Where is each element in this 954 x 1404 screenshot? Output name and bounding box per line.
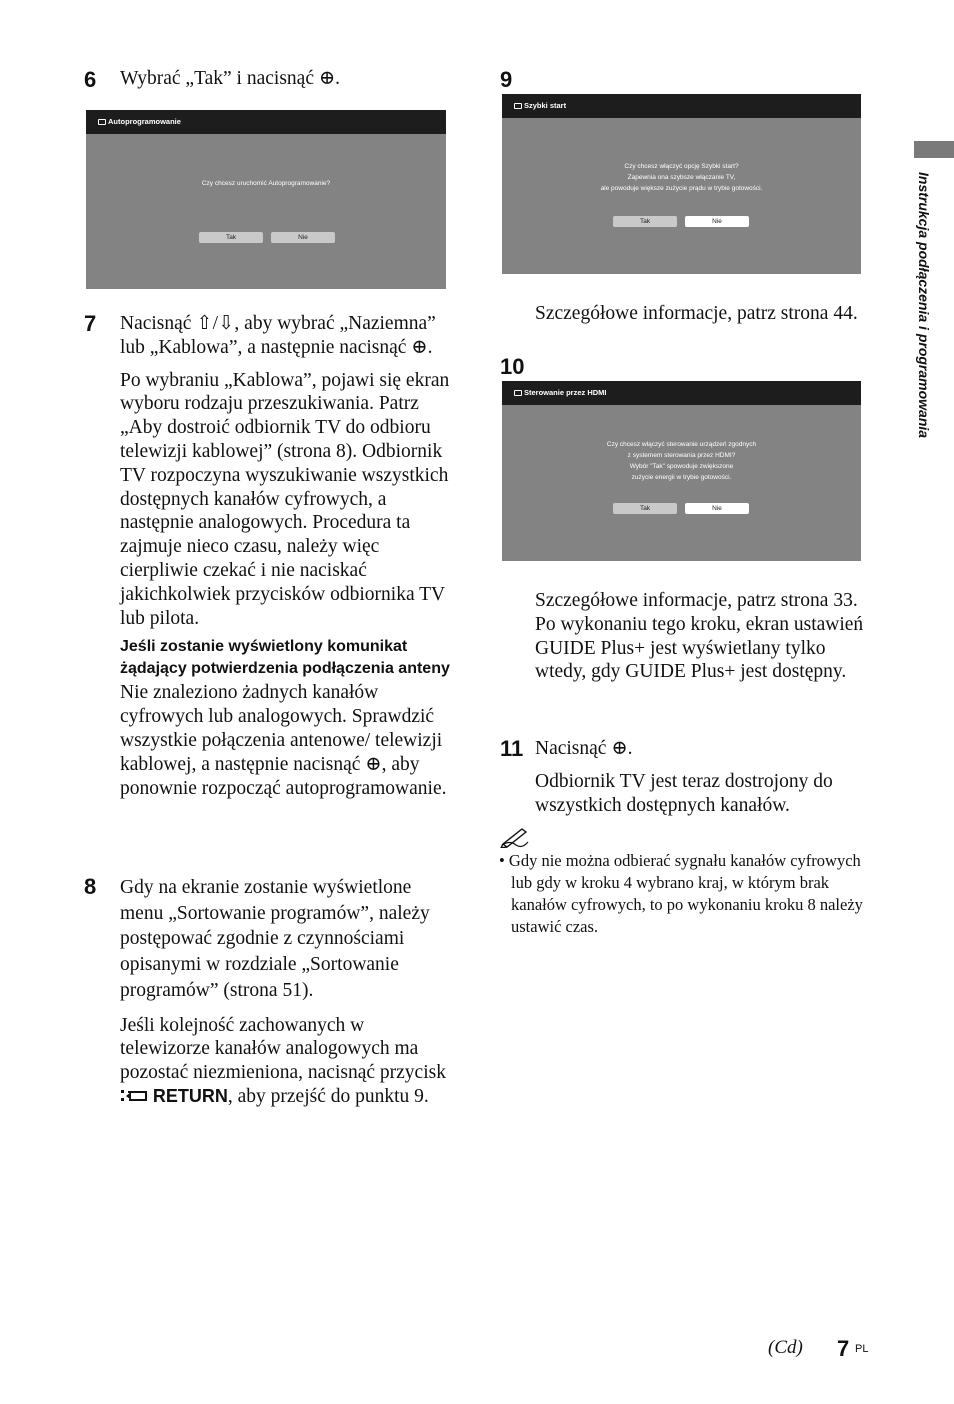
screen-message-line: ale powoduje większe zużycie prądu w trybie gotowości.	[600, 185, 763, 192]
yes-button[interactable]: Tak	[613, 216, 677, 227]
screen-title: Sterowanie przez HDMI	[524, 388, 607, 397]
yes-button[interactable]: Tak	[199, 232, 263, 243]
screen-title-bar	[502, 94, 861, 118]
language-code: PL	[855, 1343, 869, 1355]
screen-message-line: Zapewnia ona szybsze włączanie TV,	[627, 174, 736, 181]
page-number: 7	[837, 1336, 850, 1361]
no-button[interactable]: Nie	[271, 232, 335, 243]
screen-title: Szybki start	[524, 101, 567, 110]
step-number-8: 8	[84, 874, 97, 899]
step-number-7: 7	[84, 311, 97, 336]
yes-button[interactable]: Tak	[613, 503, 677, 514]
step7-detail: Po wybraniu „Kablowa”, pojawi się ekran wyboru rodzaju przeszukiwania. Patrz „Aby dostroić odbiornik TV do odbioru telewizji kablowej” (strona 8). Odbiornik TV rozpoczyna wyszukiwanie wszystkich dostępnych kanałów cyfrowych, a następnie analogowych. Procedura ta zajmuje nieco czasu, należy więc cierpliwie czekać i nie naciskać jakichkolwiek przycisków odbiornika TV lub pilota.	[120, 369, 450, 629]
tv-icon	[514, 103, 522, 109]
screen-sterowanie-hdmi	[502, 381, 861, 561]
step8-detail	[120, 1014, 455, 1109]
tv-icon	[514, 390, 522, 396]
step-number-10: 10	[500, 354, 525, 379]
step9-info: Szczegółowe informacje, patrz strona 44.	[535, 303, 858, 324]
step10-detail: Po wykonaniu tego kroku, ekran ustawień GUIDE Plus+ jest wyświetlany tylko wtedy, gdy GUIDE Plus+ jest dostępny.	[535, 613, 864, 683]
screen-message	[502, 439, 861, 483]
section-side-title	[900, 172, 950, 512]
step7-subtext: Nie znaleziono żadnych kanałów cyfrowych lub analogowych. Sprawdzić wszystkie połączenia antenowe/ telewizji kablowej, a następnie nacisnąć ⊕, aby ponownie rozpocząć autoprogramowanie.	[120, 682, 447, 799]
return-label: RETURN	[152, 1085, 228, 1106]
note-bullet: • Gdy nie można odbierać sygnału kanałów cyfrowych lub gdy w kroku 4 wybrano kraj, w którym brak kanałów cyfrowych, to po wykonaniu kroku 8 należy ustawić czas.	[499, 851, 863, 936]
section-tab-marker	[914, 141, 954, 158]
screen-title: Autoprogramowanie	[108, 117, 181, 126]
screen-message-line: Czy chcesz włączyć sterowanie urządzeń zgodnych	[606, 441, 757, 448]
step-number-9: 9	[500, 67, 513, 92]
screen-message	[502, 161, 861, 194]
step-number-11: 11	[500, 736, 524, 761]
step7-subheading: Jeśli zostanie wyświetlony komunikat żądający potwierdzenia podłączenia anteny	[120, 638, 450, 678]
screen-message-line: Wybór "Tak" spowoduje zwiększone	[629, 463, 734, 470]
section-side-title-text: Instrukcja podłączenia i programowania	[916, 172, 932, 439]
return-icon	[120, 1086, 148, 1107]
screen-message-line: Czy chcesz włączyć opcję Szybki start?	[624, 163, 739, 170]
pencil-note-icon	[500, 826, 530, 848]
screen-autoprogramowanie	[86, 110, 446, 289]
screen-message-line: Czy chcesz uruchomić Autoprogramowanie?	[201, 180, 331, 187]
step8-detail-before: Jeśli kolejność zachowanych w telewizorze kanałów analogowych ma pozostać niezmieniona, nacisnąć przycisk	[120, 1014, 446, 1084]
step7-text: Nacisnąć ⇧/⇩, aby wybrać „Naziemna” lub „Kablowa”, a następnie nacisnąć ⊕.	[120, 313, 436, 358]
note-bullet-text: Gdy nie można odbierać sygnału kanałów cyfrowych lub gdy w kroku 4 wybrano kraj, w którym brak kanałów cyfrowych, to po wykonaniu kroku 8 należy ustawić czas.	[508, 851, 863, 936]
step10-info: Szczegółowe informacje, patrz strona 33.	[535, 590, 858, 611]
no-button[interactable]: Nie	[685, 503, 749, 514]
screen-szybki-start	[502, 94, 861, 274]
step11-detail: Odbiornik TV jest teraz dostrojony do wszystkich dostępnych kanałów.	[535, 770, 833, 816]
screen-message-line: zużycie energii w trybie gotowości.	[631, 474, 732, 481]
step11-text: Nacisnąć ⊕.	[535, 738, 633, 759]
screen-title-bar	[86, 110, 446, 134]
tv-icon	[98, 119, 106, 125]
step-number-6: 6	[84, 67, 97, 92]
screen-title-bar	[502, 381, 861, 405]
continued-marker: (Cd)	[768, 1337, 803, 1358]
step8-detail-after: , aby przejść do punktu 9.	[227, 1085, 429, 1107]
screen-message	[86, 178, 446, 189]
step8-text: Gdy na ekranie zostanie wyświetlone menu „Sortowanie programów”, należy postępować zgodnie z czynnościami opisanymi w rozdziale „Sortowanie programów” (strona 51).	[120, 877, 430, 1001]
step6-text: Wybrać „Tak” i nacisnąć ⊕.	[120, 68, 341, 89]
no-button[interactable]: Nie	[685, 216, 749, 227]
screen-message-line: z systemem sterowania przez HDMI?	[627, 452, 736, 459]
